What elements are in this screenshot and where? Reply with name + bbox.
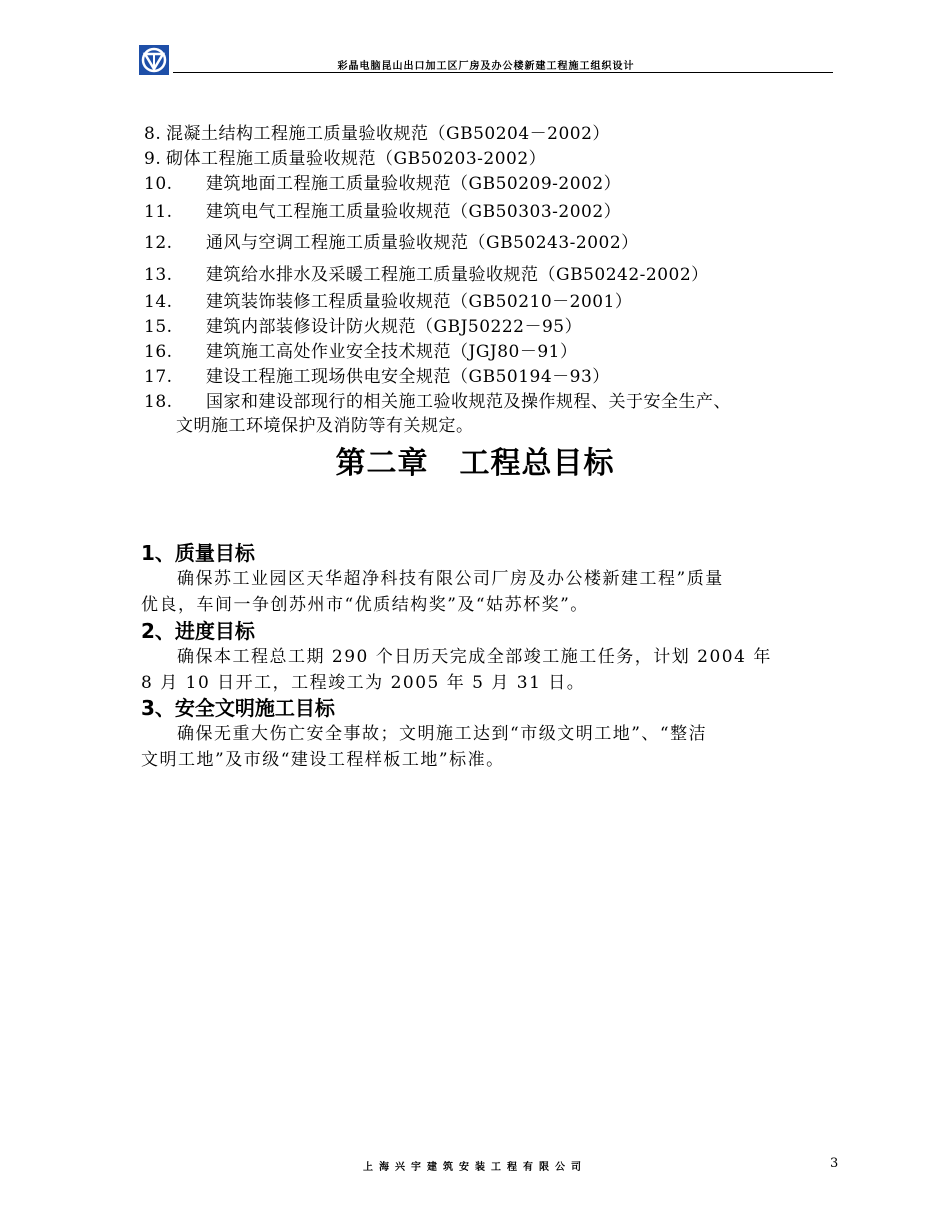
list-item-number: 16. bbox=[144, 342, 173, 362]
page-header bbox=[139, 45, 833, 75]
section-paragraph bbox=[141, 721, 841, 773]
list-item-number: 11. bbox=[144, 202, 173, 222]
list-item bbox=[144, 390, 731, 414]
list-item-text: 建筑装饰装修工程质量验收规范（GB50210－2001） bbox=[206, 292, 633, 312]
paragraph-line: 优良，车间一争创苏州市“优质结构奖”及“姑苏杯奖”。 bbox=[141, 595, 589, 615]
list-item-text: 建筑地面工程施工质量验收规范（GB50209-2002） bbox=[206, 174, 622, 194]
section-paragraph bbox=[141, 644, 841, 696]
section-title: 3、安全文明施工目标 bbox=[141, 696, 335, 720]
list-item-number: 17. bbox=[144, 367, 173, 387]
list-item bbox=[144, 365, 610, 389]
paragraph-line: 确保本工程总工期 290 个日历天完成全部竣工施工任务，计划 2004 年 bbox=[177, 647, 772, 667]
page-number: 3 bbox=[830, 1156, 839, 1171]
list-item bbox=[144, 147, 546, 171]
list-item-text: 混凝土结构工程施工质量验收规范（GB50204－2002） bbox=[166, 124, 610, 144]
chapter-title: 第二章 工程总目标 bbox=[335, 446, 615, 481]
list-item-text: 建筑给水排水及采暖工程施工质量验收规范（GB50242-2002） bbox=[206, 265, 709, 285]
list-item bbox=[144, 172, 621, 196]
list-item-number: 10. bbox=[144, 174, 173, 194]
list-item bbox=[144, 200, 621, 224]
list-item-text: 国家和建设部现行的相关施工验收规范及操作规程、关于安全生产、 bbox=[206, 392, 731, 412]
paragraph-line: 确保无重大伤亡安全事故；文明施工达到“市级文明工地”、“整洁 bbox=[177, 724, 708, 744]
list-item-text: 建筑施工高处作业安全技术规范（JGJ80－91） bbox=[206, 342, 578, 362]
header-rule bbox=[173, 72, 833, 73]
list-item-number: 15. bbox=[144, 317, 173, 337]
list-item-text: 建筑电气工程施工质量验收规范（GB50303-2002） bbox=[206, 202, 622, 222]
list-item-number: 12. bbox=[144, 233, 173, 253]
list-item-number: 18. bbox=[144, 392, 173, 412]
list-item bbox=[144, 231, 639, 255]
header-title: 彩晶电脑昆山出口加工区厂房及办公楼新建工程施工组织设计 bbox=[337, 61, 635, 72]
list-item bbox=[144, 315, 582, 339]
list-item-number: 13. bbox=[144, 265, 173, 285]
list-item bbox=[144, 290, 632, 314]
list-item bbox=[144, 122, 610, 146]
list-item-continuation: 文明施工环境保护及消防等有关规定。 bbox=[176, 416, 474, 436]
paragraph-line: 文明工地”及市级“建设工程样板工地”标准。 bbox=[141, 750, 505, 770]
section-paragraph bbox=[141, 566, 841, 618]
list-item-text: 建筑内部装修设计防火规范（GBJ50222－95） bbox=[206, 317, 583, 337]
section-title: 1、质量目标 bbox=[141, 541, 255, 565]
footer-company: 上海兴宇建筑安装工程有限公司 bbox=[363, 1162, 587, 1173]
list-item-text: 建设工程施工现场供电安全规范（GB50194－93） bbox=[206, 367, 610, 387]
list-item-number: 14. bbox=[144, 292, 173, 312]
paragraph-line: 8 月 10 日开工，工程竣工为 2005 年 5 月 31 日。 bbox=[141, 673, 586, 693]
list-item-number: 9. bbox=[144, 149, 162, 169]
list-item bbox=[144, 263, 709, 287]
list-item-number: 8. bbox=[144, 124, 162, 144]
list-item-text: 通风与空调工程施工质量验收规范（GB50243-2002） bbox=[206, 233, 639, 253]
list-item-text: 砌体工程施工质量验收规范（GB50203-2002） bbox=[166, 149, 547, 169]
list-item bbox=[144, 340, 577, 364]
section-title: 2、进度目标 bbox=[141, 619, 255, 643]
paragraph-line: 确保苏工业园区天华超净科技有限公司厂房及办公楼新建工程”质量 bbox=[177, 569, 724, 589]
